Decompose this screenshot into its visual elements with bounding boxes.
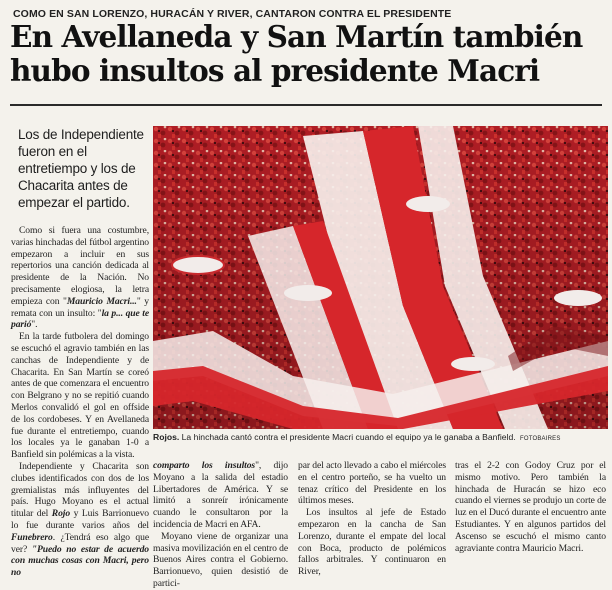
article-column-2 xyxy=(153,460,288,589)
article-column-1 xyxy=(11,225,150,579)
photo-caption xyxy=(153,432,608,445)
paragraph: Independiente y Chacarita son clubes identificados con dos de los gremialistas más influyentes del país. Hugo Moyano es el actual titular del Rojo y Luis Barrionuevo lo fue durante varios años del Funebrero. ¿Tendrá eso algo que ver? "Puedo no estar de acuerdo con muchas cosas con Macri, pero no xyxy=(11,460,150,579)
paragraph: Los insultos al jefe de Estado empezaron en la cancha de San Lorenzo, durante el empate del local con Boca, producto de polémicos fallos arbitrales. Y continuaron en River, xyxy=(298,507,446,578)
caption-text: La hinchada cantó contra el presidente Macri cuando el equipo ya le ganaba a Banfield. xyxy=(179,432,516,442)
headline: En Avellaneda y San Martín también hubo insultos al presidente Macri xyxy=(10,19,583,88)
paragraph: comparto los insultos", dijo Moyano a la salida del estadio Libertadores de América. Y se limitó a sonreír irónicamente cuando le consultaron por la incidencia de Macri en AFA. xyxy=(153,460,288,530)
article-column-3 xyxy=(298,460,446,578)
decorative-rule xyxy=(10,94,602,122)
article-column-4 xyxy=(455,460,606,569)
paragraph: En la tarde futbolera del domingo se escuchó el agravio también en las canchas de Independiente y de Chacarita. En San Martín se coreó antes de que comenzara el encuentro con Belgrano y no se repitió cuando Merlos convalidó el gol en offside de los cordobeses. Y en Avellaneda fue durante el entretiempo, cuando los locales ya le ganaban 1-0 a Banfield sin polémicas a la vista. xyxy=(11,331,149,461)
photo-credit: FOTOBAIRES xyxy=(520,436,561,442)
caption-tag: Rojos. xyxy=(153,432,180,442)
paragraph: tras el 2-2 con Godoy Cruz por el mismo motivo. Pero también la hinchada de Huracán se hizo eco cuando el viernes se produjo un corte de luz en el Ducó durante el encuentro ante Estudiantes. Y en algunos partidos del Ascenso se escuchó el mismo canto agraviante contra Mauricio Macri. xyxy=(455,460,606,554)
paragraph: Moyano viene de organizar una masiva movilización en el centro de Buenos Aires contra el Gobierno. Barrionuevo, quien desistió de partici- xyxy=(153,530,288,589)
stadium-photo xyxy=(153,126,608,429)
kicker: COMO EN SAN LORENZO, HURACÁN Y RIVER, CANTARON CONTRA EL PRESIDENTE xyxy=(13,8,452,20)
paragraph: Como si fuera una costumbre, varias hinchadas del fútbol argentino empezaron a incluir en sus repertorios una canción dedicada al presidente de la Nación. No precisamente elogiosa, la letra empieza con "Mauricio Macri..." y remata con un insulto: "la p... que te parió". xyxy=(11,225,149,331)
lead-text: Los de Independiente fueron en el entretiempo y los de Chacarita antes de empezar el partido. xyxy=(18,127,144,210)
paragraph: par del acto llevado a cabo el miércoles en el centro porteño, se ha vuelto un tenaz crítico del Presidente en los últimos meses. xyxy=(298,460,446,507)
